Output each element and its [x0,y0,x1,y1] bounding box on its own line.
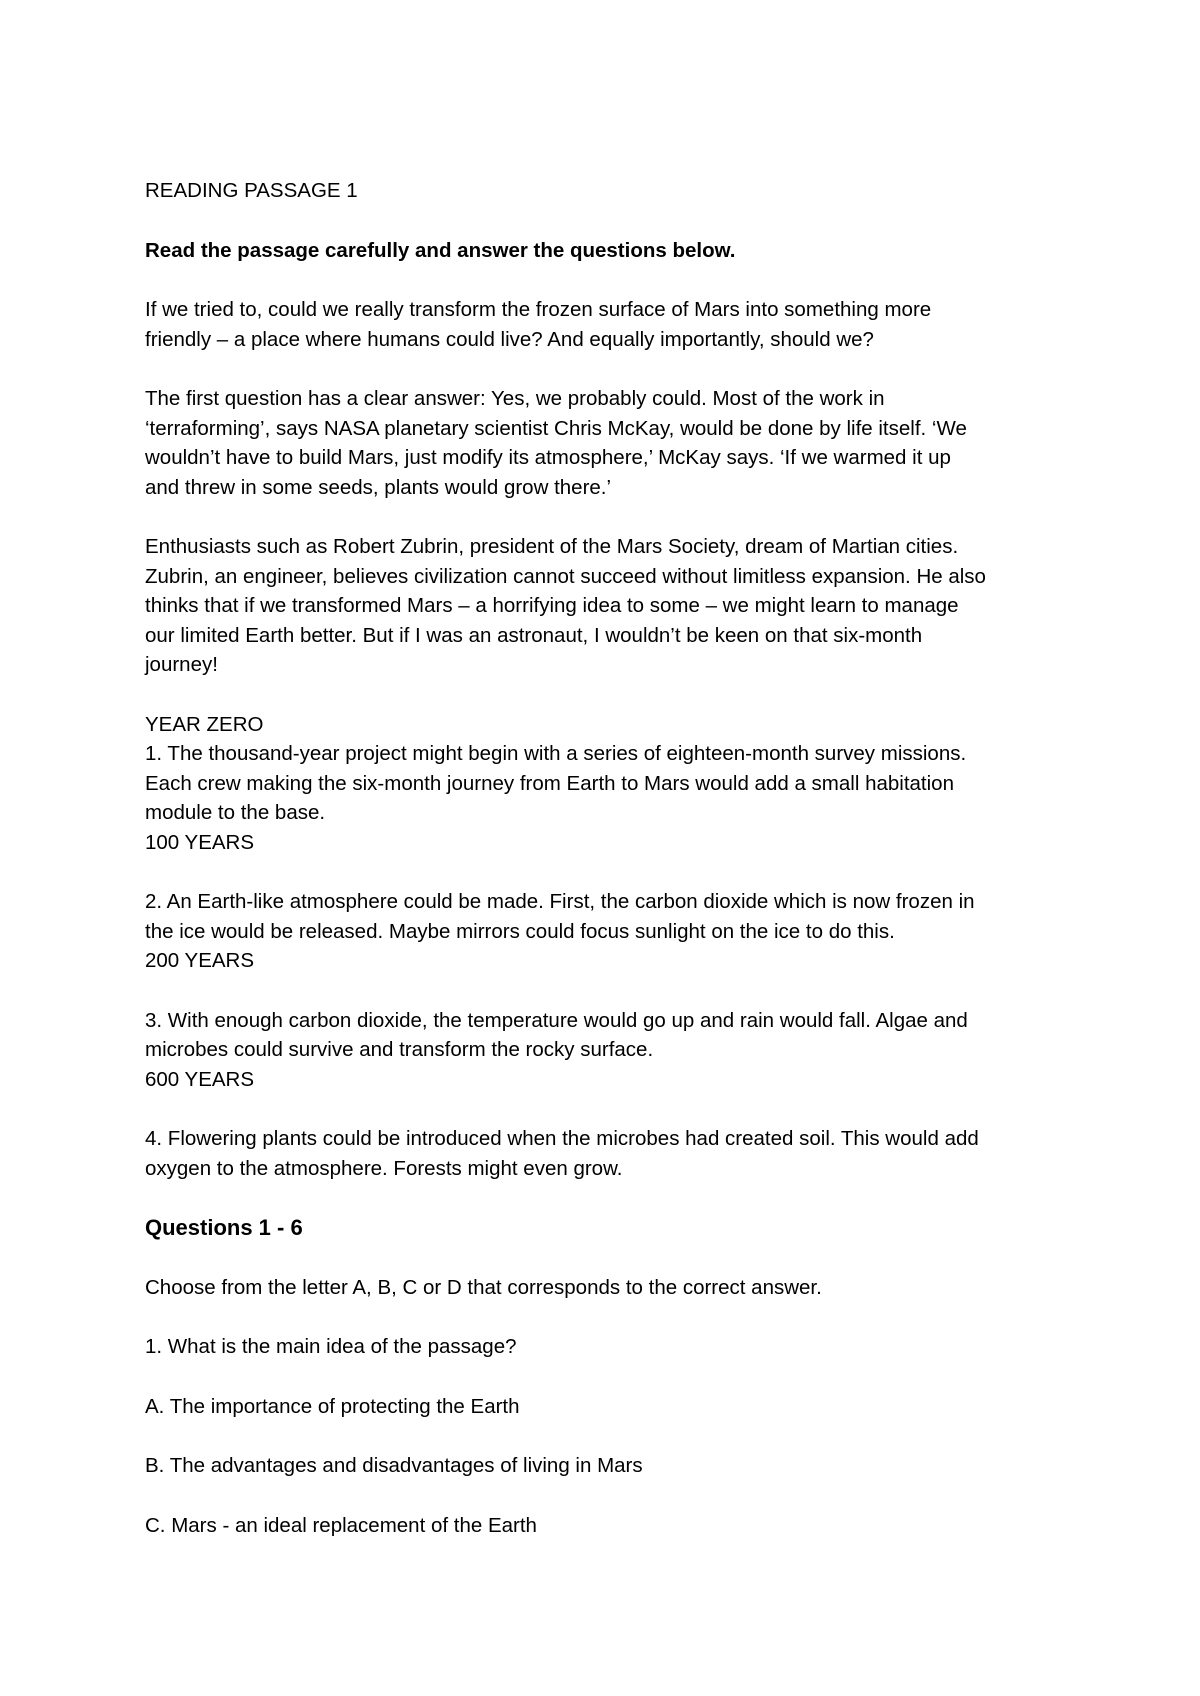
question-1-option-b: B. The advantages and disadvantages of living in Mars [145,1454,643,1477]
timeline-item-1: 1. The thousand-year project might begin with a series of eighteen-month survey missions. Each crew making the six-month journey from Earth to Mars would add a small habitation module to the base. [145,742,967,824]
paragraph-2: The first question has a clear answer: Yes, we probably could. Most of the work in ‘terraforming’, says NASA planetary scientist Chris McKay, would be done by life itself. ‘We wouldn’t have to build Mars, just modify its atmosphere,’ McKay says. ‘If we warmed it up and threw in some seeds, plants would grow there.’ [145,387,967,499]
question-1-option-a: A. The importance of protecting the Earth [145,1394,520,1418]
timeline-label-200-years: 200 YEARS [145,949,255,972]
timeline-item-3: 3. With enough carbon dioxide, the temperature would go up and rain would fall. Algae and microbes could survive and transform the rocky surface. [145,1008,968,1061]
questions-heading: Questions 1 - 6 [145,1215,303,1240]
paragraph-1: If we tried to, could we really transform the frozen surface of Mars into something more friendly – a place where humans could live? And equally importantly, should we? [145,298,932,351]
timeline-spacer [145,1094,1065,1124]
paragraph-3: Enthusiasts such as Robert Zubrin, president of the Mars Society, dream of Martian cities. Zubrin, an engineer, believes civilization cannot succeed without limitless expansion. He also thinks that if we transformed Mars – a horrifying idea to some – we might learn to manage our limited Earth better. But if I was an astronaut, I wouldn’t be keen on that six-month journey! [145,535,986,676]
question-1-text: 1. What is the main idea of the passage? [145,1335,517,1358]
passage-instruction: Read the passage carefully and answer the questions below. [145,238,736,262]
timeline-label-600-years: 600 YEARS [145,1067,255,1091]
questions-instruction: Choose from the letter A, B, C or D that corresponds to the correct answer. [145,1275,822,1299]
question-1-option-c: C. Mars - an ideal replacement of the Earth [145,1513,537,1537]
passage-heading: READING PASSAGE 1 [145,179,358,202]
document-page [145,176,1065,1570]
timeline-item-4: 4. Flowering plants could be introduced when the microbes had created soil. This would add oxygen to the atmosphere. Forests might even grow. [145,1127,979,1180]
timeline-label-100-years: 100 YEARS [145,830,255,854]
timeline-label-year-zero: YEAR ZERO [145,712,264,736]
timeline-spacer [145,976,1065,1006]
timeline-spacer [145,857,1065,887]
timeline-item-2: 2. An Earth-like atmosphere could be made. First, the carbon dioxide which is now frozen in the ice would be released. Maybe mirrors could focus sunlight on the ice to do this. [145,890,975,943]
